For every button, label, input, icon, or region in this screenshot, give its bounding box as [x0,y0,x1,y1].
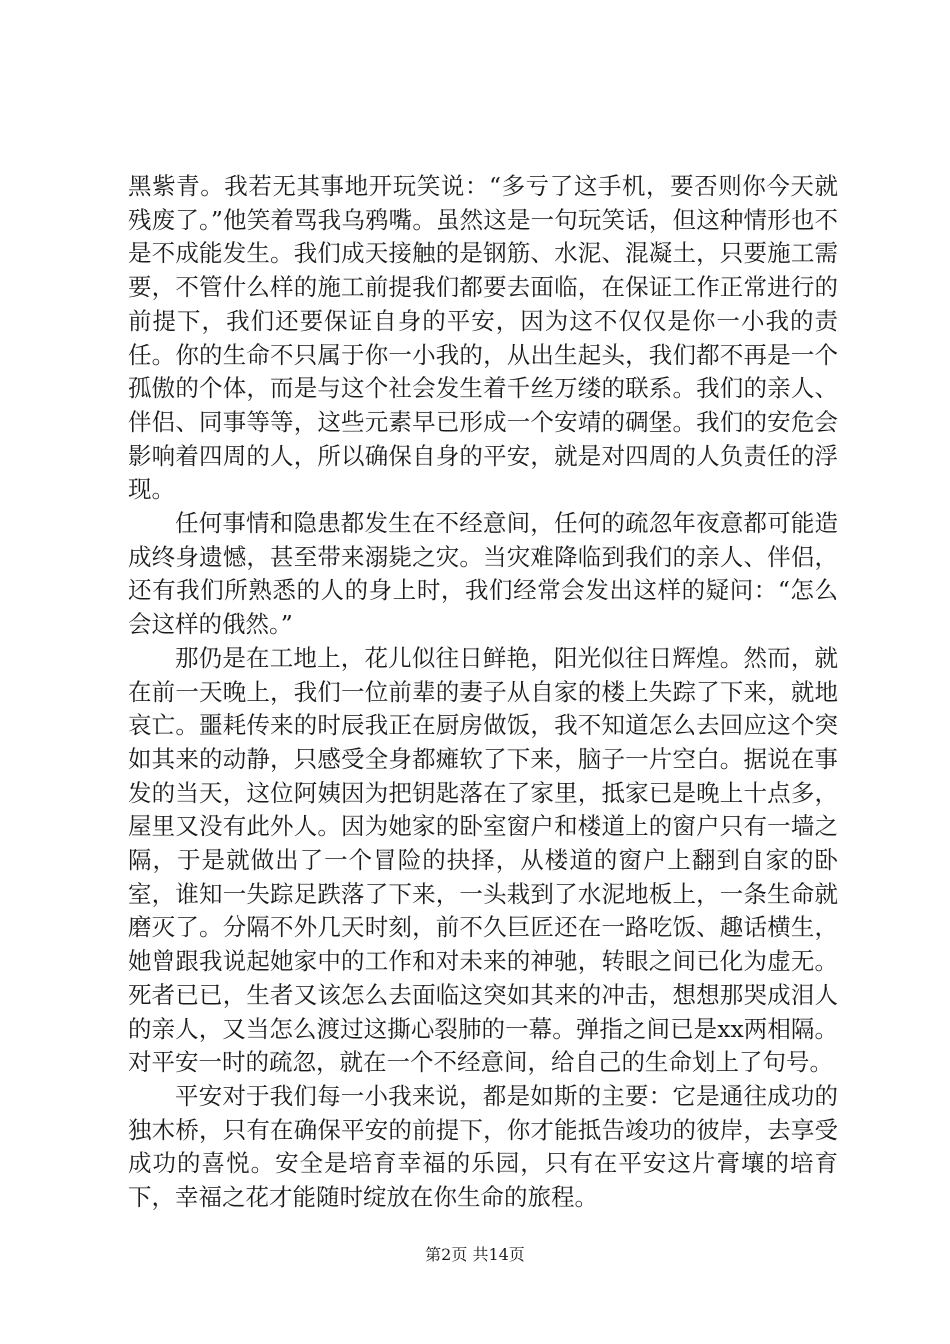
paragraph-1: 黑紫青。我若无其事地开玩笑说：“多亏了这手机，要否则你今天就残废了。”他笑着骂我乌鸦嘴。虽然这是一句玩笑话，但这种情形也不是不成能发生。我们成天接触的是钢筋、水泥、混凝土，只要施工需要，不管什么样的施工前提我们都要去面临，在保证工作正常进行的前提下，我们还要保证自身的平安，因为这不仅仅是你一小我的责任。你的生命不只属于你一小我的，从出生起头，我们都不再是一个孤傲的个体，而是与这个社会发生着千丝万缕的联系。我们的亲人、伴侣、同事等等，这些元素早已形成一个安靖的碉堡。我们的安危会影响着四周的人，所以确保自身的平安，就是对四周的人负责任的浮现。 [128,172,838,504]
paragraph-4: 平安对于我们每一小我来说，都是如斯的主要：它是通往成功的独木桥，只有在确保平安的前提下，你才能抵告竣功的彼岸，去享受成功的喜悦。安全是培育幸福的乐园，只有在平安这片膏壤的培育下，幸福之花才能随时绽放在你生命的旅程。 [128,1081,838,1212]
body-text [128,170,838,1215]
paragraph-3: 那仍是在工地上，花儿似往日鲜艳，阳光似往日辉煌。然而，就在前一天晚上，我们一位前辈的妻子从自家的楼上失踪了下来，就地哀亡。噩耗传来的时辰我正在厨房做饭，我不知道怎么去回应这个突如其来的动静，只感受全身都瘫软了下来，脑子一片空白。据说在事发的当天，这位阿姨因为把钥匙落在了家里，抵家已是晚上十点多，屋里又没有此外人。因为她家的卧室窗户和楼道上的窗户只有一墙之隔，于是就做出了一个冒险的抉择，从楼道的窗户上翻到自家的卧室，谁知一失踪足跌落了下来，一头栽到了水泥地板上，一条生命就磨灭了。分隔不外几天时刻，前不久巨匠还在一路吃饭、趣话横生，她曾跟我说起她家中的工作和对未来的神驰，转眼之间已化为虚无。死者已已，生者又该怎么去面临这突如其来的冲击，想想那哭成泪人的亲人，又当怎么渡过这撕心裂肺的一幕。弹指之间已是xx两相隔。对平安一时的疏忽，就在一个不经意间，给自己的生命划上了句号。 [128,643,838,1077]
paragraph-2: 任何事情和隐患都发生在不经意间，任何的疏忽年夜意都可能造成终身遗憾，甚至带来溺毙之灾。当灾难降临到我们的亲人、伴侣，还有我们所熟悉的人的身上时，我们经常会发出这样的疑问：“怎么会这样的俄然。” [128,509,838,639]
page-footer: 第2页 共14页 [425,1245,525,1264]
